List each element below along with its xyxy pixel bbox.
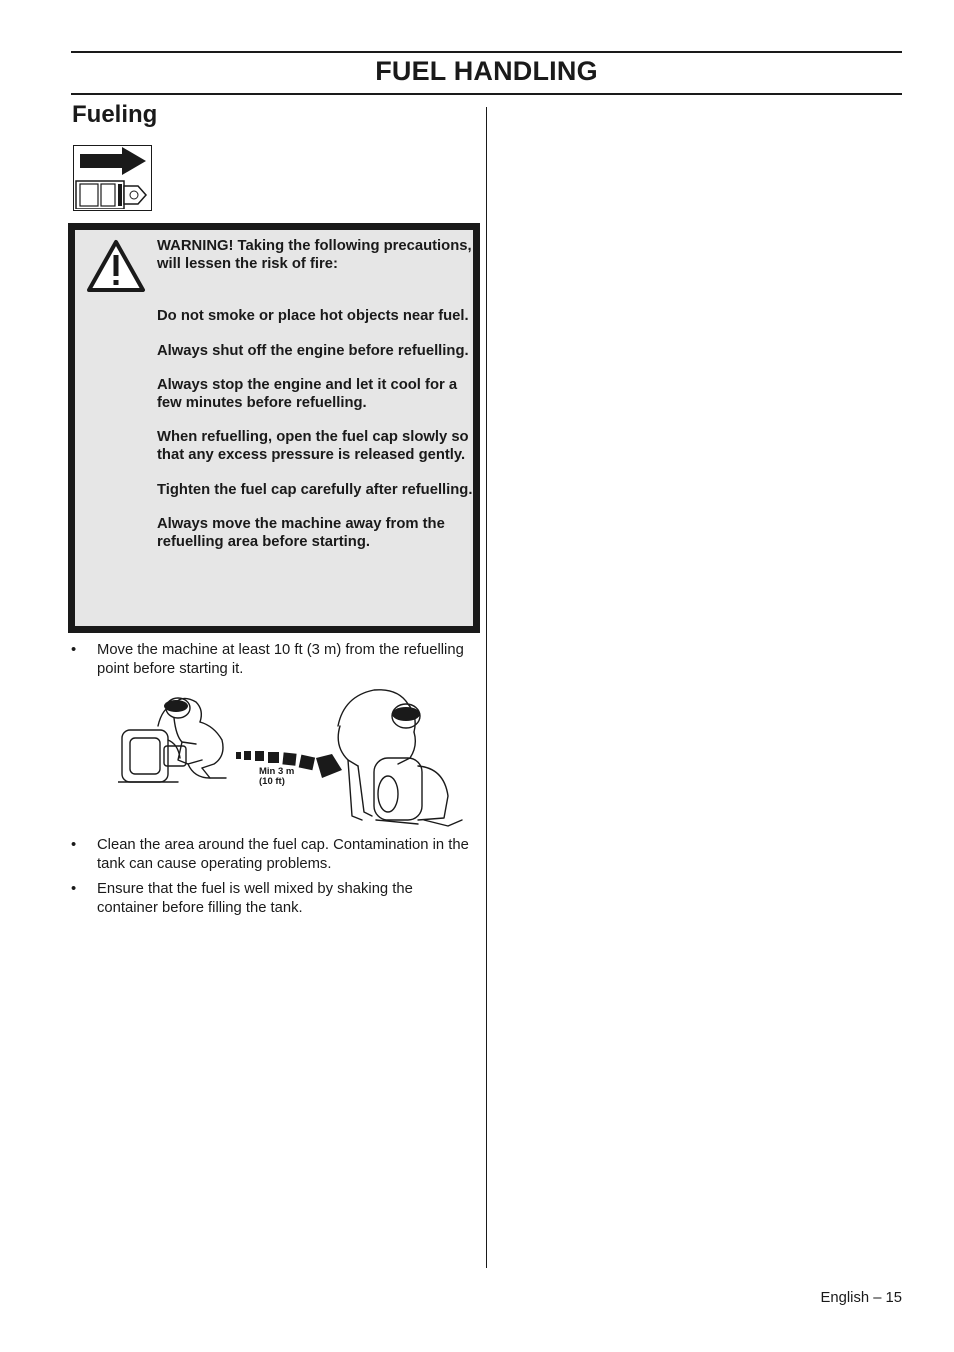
bullet-item (71, 880, 471, 918)
warning-item: Tighten the fuel cap carefully after refuelling. (157, 481, 473, 498)
section-title: Fueling (72, 101, 158, 128)
warning-triangle-icon (86, 238, 146, 299)
warning-item: Always move the machine away from the refuelling area before starting. (157, 515, 445, 551)
warning-item: Do not smoke or place hot objects near fuel. (157, 308, 469, 325)
page-footer: English – 15 (820, 1290, 902, 1306)
distance-label-line2: (10 ft) (259, 776, 285, 787)
bullet-item (71, 641, 471, 679)
warning-text (157, 237, 473, 567)
warning-item: When refuelling, open the fuel cap slowly so that any excess pressure is released gently. (157, 429, 469, 464)
bullet-text: Move the machine at least 10 ft (3 m) from the refuelling point before starting it. (97, 642, 464, 677)
warning-item: Always shut off the engine before refuelling. (157, 342, 469, 359)
fuel-can-arrow-icon (73, 145, 152, 211)
warning-box (68, 223, 480, 633)
bullet-symbol: • (71, 881, 77, 897)
warning-heading: WARNING! Taking the following precautions, will lessen the risk of fire: (157, 238, 472, 273)
column-divider (486, 107, 487, 1268)
header-rule-bottom (71, 93, 902, 95)
bullet-symbol: • (71, 642, 77, 658)
bullet-text: Ensure that the fuel is well mixed by shaking the container before filling the tank. (97, 881, 413, 916)
bullet-item (71, 836, 471, 874)
header-rule-top (71, 51, 902, 53)
warning-item: Always stop the engine and let it cool for a few minutes before refuelling. (157, 376, 458, 412)
bullet-text: Clean the area around the fuel cap. Contamination in the tank can cause operating problems. (97, 837, 469, 872)
bullet-symbol: • (71, 837, 77, 853)
distance-label-line1: Min 3 m (259, 766, 295, 777)
refuelling-distance-illustration (118, 686, 468, 836)
page-title: FUEL HANDLING (375, 56, 598, 86)
